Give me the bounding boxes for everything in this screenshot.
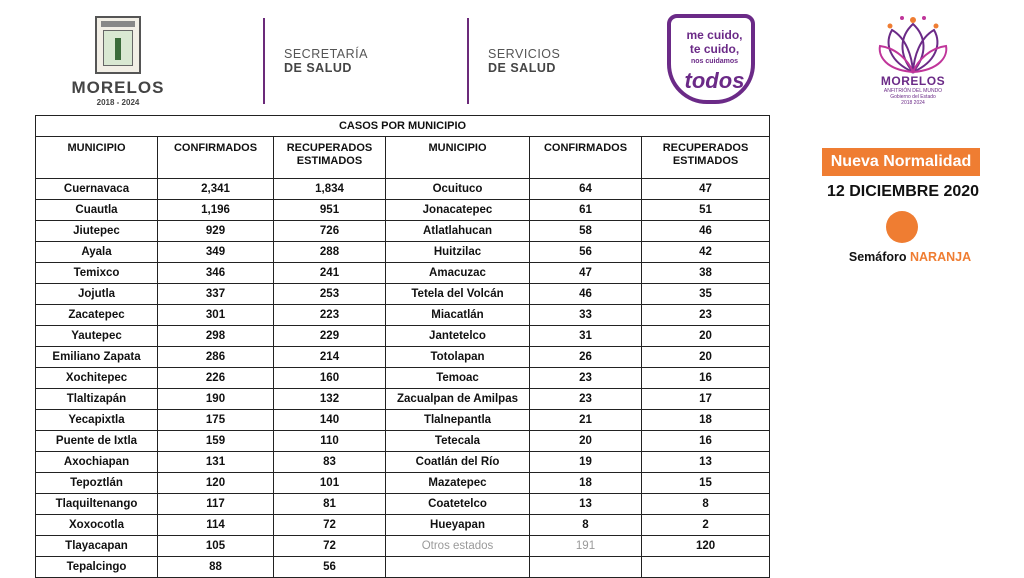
cases-table — [35, 115, 770, 578]
header-recuperados: RECUPERADOS ESTIMADOS — [274, 137, 386, 179]
state-name: MORELOS — [71, 78, 165, 97]
header-divider — [467, 18, 469, 104]
table-row — [36, 557, 770, 578]
semaforo-value: NARANJA — [910, 250, 972, 264]
table-row — [36, 284, 770, 305]
cell-municipio: Jiutepec — [36, 221, 158, 242]
cell-confirmados: 337 — [158, 284, 274, 305]
table-row — [36, 242, 770, 263]
header-confirmados: CONFIRMADOS — [158, 137, 274, 179]
cell-municipio: Otros estados — [386, 536, 530, 557]
cell-municipio: Ayala — [36, 242, 158, 263]
cell-municipio: Temixco — [36, 263, 158, 284]
cell-recuperados: 241 — [274, 263, 386, 284]
cell-municipio: Tlaquiltenango — [36, 494, 158, 515]
cell-recuperados: 16 — [642, 368, 770, 389]
cell-recuperados: 288 — [274, 242, 386, 263]
cell-municipio: Yecapixtla — [36, 410, 158, 431]
cell-confirmados: 61 — [530, 200, 642, 221]
cell-recuperados: 101 — [274, 473, 386, 494]
table-row — [36, 221, 770, 242]
cell-confirmados: 346 — [158, 263, 274, 284]
cell-confirmados: 18 — [530, 473, 642, 494]
cell-municipio: Coatlán del Río — [386, 452, 530, 473]
gov-name: MORELOS — [880, 74, 946, 88]
cell-municipio: Jojutla — [36, 284, 158, 305]
cell-confirmados: 929 — [158, 221, 274, 242]
cell-municipio: Yautepec — [36, 326, 158, 347]
table-row — [36, 494, 770, 515]
cell-recuperados: 83 — [274, 452, 386, 473]
semaforo-status — [830, 250, 990, 264]
cell-confirmados — [530, 557, 642, 578]
cell-confirmados: 20 — [530, 431, 642, 452]
cell-confirmados: 114 — [158, 515, 274, 536]
campaign-line4: todos — [684, 68, 745, 93]
cell-municipio: Jonacatepec — [386, 200, 530, 221]
cell-municipio: Xochitepec — [36, 368, 158, 389]
cell-municipio: Axochiapan — [36, 452, 158, 473]
cell-confirmados: 47 — [530, 263, 642, 284]
cell-municipio: Atlatlahucan — [386, 221, 530, 242]
table-caption: CASOS POR MUNICIPIO — [36, 116, 770, 137]
campaign-line3: nos cuidamos — [690, 58, 739, 65]
cell-confirmados: 64 — [530, 179, 642, 200]
cell-municipio: Puente de Ixtla — [36, 431, 158, 452]
gov-years: 2018 2024 — [901, 100, 925, 106]
cell-confirmados: 286 — [158, 347, 274, 368]
government-logo — [868, 14, 958, 110]
campaign-line1: me cuido, — [686, 28, 743, 42]
cell-confirmados: 226 — [158, 368, 274, 389]
cell-confirmados: 191 — [530, 536, 642, 557]
cell-recuperados: 160 — [274, 368, 386, 389]
cell-recuperados: 38 — [642, 263, 770, 284]
cell-recuperados: 726 — [274, 221, 386, 242]
cell-recuperados: 223 — [274, 305, 386, 326]
cell-municipio: Zacualpan de Amilpas — [386, 389, 530, 410]
cell-confirmados: 46 — [530, 284, 642, 305]
cell-municipio: Zacatepec — [36, 305, 158, 326]
cell-municipio: Xoxocotla — [36, 515, 158, 536]
cell-confirmados: 13 — [530, 494, 642, 515]
cell-recuperados: 72 — [274, 536, 386, 557]
cell-recuperados: 951 — [274, 200, 386, 221]
nueva-normalidad-banner: Nueva Normalidad — [822, 148, 980, 176]
cell-municipio: Huitzilac — [386, 242, 530, 263]
cell-confirmados: 21 — [530, 410, 642, 431]
cell-municipio: Tlayacapan — [36, 536, 158, 557]
cell-recuperados: 229 — [274, 326, 386, 347]
table-row — [36, 326, 770, 347]
cell-confirmados: 105 — [158, 536, 274, 557]
cell-municipio: Amacuzac — [386, 263, 530, 284]
cell-recuperados: 140 — [274, 410, 386, 431]
cell-municipio: Cuautla — [36, 200, 158, 221]
cell-confirmados: 23 — [530, 368, 642, 389]
cell-recuperados: 47 — [642, 179, 770, 200]
org-servicios-line1: SERVICIOS — [488, 47, 561, 61]
cell-municipio: Miacatlán — [386, 305, 530, 326]
cell-confirmados: 190 — [158, 389, 274, 410]
cell-confirmados: 19 — [530, 452, 642, 473]
cell-confirmados: 117 — [158, 494, 274, 515]
cell-confirmados: 301 — [158, 305, 274, 326]
cell-recuperados: 35 — [642, 284, 770, 305]
cell-municipio: Tlalnepantla — [386, 410, 530, 431]
lotus-flower-icon — [878, 14, 948, 76]
header-municipio: MUNICIPIO — [386, 137, 530, 179]
cell-recuperados: 42 — [642, 242, 770, 263]
cell-recuperados: 18 — [642, 410, 770, 431]
cell-municipio: Coatetelco — [386, 494, 530, 515]
header-recuperados: RECUPERADOS ESTIMADOS — [642, 137, 770, 179]
cell-recuperados: 16 — [642, 431, 770, 452]
cell-confirmados: 1,196 — [158, 200, 274, 221]
cell-confirmados: 2,341 — [158, 179, 274, 200]
table-row — [36, 179, 770, 200]
header-divider — [263, 18, 265, 104]
cell-confirmados: 58 — [530, 221, 642, 242]
campaign-line2: te cuido, — [689, 42, 740, 56]
cell-recuperados: 110 — [274, 431, 386, 452]
table-row — [36, 452, 770, 473]
cell-confirmados: 8 — [530, 515, 642, 536]
cell-municipio: Tetela del Volcán — [386, 284, 530, 305]
cell-recuperados: 13 — [642, 452, 770, 473]
table-row — [36, 515, 770, 536]
table-row — [36, 389, 770, 410]
table-row — [36, 347, 770, 368]
table-row — [36, 410, 770, 431]
cell-municipio: Tepoztlán — [36, 473, 158, 494]
org-servicios-line2: DE SALUD — [488, 61, 556, 75]
cell-recuperados: 2 — [642, 515, 770, 536]
cell-recuperados: 72 — [274, 515, 386, 536]
cell-municipio: Cuernavaca — [36, 179, 158, 200]
org-servicios — [488, 47, 560, 75]
gov-sub: Gobierno del Estado — [890, 94, 936, 100]
cell-recuperados: 46 — [642, 221, 770, 242]
report-date: 12 DICIEMBRE 2020 — [826, 183, 980, 200]
org-secretaria-line1: SECRETARÍA — [284, 47, 368, 61]
cell-recuperados: 1,834 — [274, 179, 386, 200]
cell-municipio: Tepalcingo — [36, 557, 158, 578]
cell-confirmados: 298 — [158, 326, 274, 347]
cell-recuperados: 51 — [642, 200, 770, 221]
coat-of-arms-icon — [95, 16, 141, 74]
cell-recuperados: 81 — [274, 494, 386, 515]
cell-municipio: Temoac — [386, 368, 530, 389]
campaign-logo — [667, 14, 757, 110]
cell-confirmados: 175 — [158, 410, 274, 431]
org-secretaria-line2: DE SALUD — [284, 61, 352, 75]
table-row — [36, 536, 770, 557]
cell-municipio: Hueyapan — [386, 515, 530, 536]
cell-recuperados: 17 — [642, 389, 770, 410]
cell-recuperados: 120 — [642, 536, 770, 557]
cell-recuperados: 23 — [642, 305, 770, 326]
gov-tagline: ANFITRIÓN DEL MUNDO — [883, 88, 943, 94]
cell-recuperados: 214 — [274, 347, 386, 368]
cell-municipio: Tetecala — [386, 431, 530, 452]
cell-recuperados: 132 — [274, 389, 386, 410]
cell-confirmados: 56 — [530, 242, 642, 263]
cell-municipio — [386, 557, 530, 578]
cell-confirmados: 31 — [530, 326, 642, 347]
table-row — [36, 263, 770, 284]
state-brand — [68, 78, 168, 107]
table-row — [36, 473, 770, 494]
cell-recuperados: 253 — [274, 284, 386, 305]
cell-recuperados: 56 — [274, 557, 386, 578]
cell-recuperados: 8 — [642, 494, 770, 515]
table-row — [36, 305, 770, 326]
cell-confirmados: 120 — [158, 473, 274, 494]
table-row — [36, 368, 770, 389]
header-municipio: MUNICIPIO — [36, 137, 158, 179]
state-years: 2018 - 2024 — [96, 98, 140, 107]
cell-municipio: Mazatepec — [386, 473, 530, 494]
cell-confirmados: 159 — [158, 431, 274, 452]
cell-confirmados: 349 — [158, 242, 274, 263]
cell-recuperados: 15 — [642, 473, 770, 494]
cell-municipio: Totolapan — [386, 347, 530, 368]
cell-recuperados: 20 — [642, 347, 770, 368]
table-body — [36, 179, 770, 578]
cell-confirmados: 131 — [158, 452, 274, 473]
cell-recuperados — [642, 557, 770, 578]
cell-municipio: Tlaltizapán — [36, 389, 158, 410]
cell-confirmados: 26 — [530, 347, 642, 368]
semaforo-label: Semáforo — [848, 250, 907, 264]
table-header-row — [36, 137, 770, 179]
cell-municipio: Ocuituco — [386, 179, 530, 200]
table-row — [36, 200, 770, 221]
header-confirmados: CONFIRMADOS — [530, 137, 642, 179]
table-row — [36, 431, 770, 452]
cell-confirmados: 23 — [530, 389, 642, 410]
org-secretaria — [284, 47, 368, 75]
cell-recuperados: 20 — [642, 326, 770, 347]
traffic-light-icon — [886, 211, 918, 243]
cell-confirmados: 33 — [530, 305, 642, 326]
cell-municipio: Emiliano Zapata — [36, 347, 158, 368]
cell-confirmados: 88 — [158, 557, 274, 578]
cell-municipio: Jantetelco — [386, 326, 530, 347]
